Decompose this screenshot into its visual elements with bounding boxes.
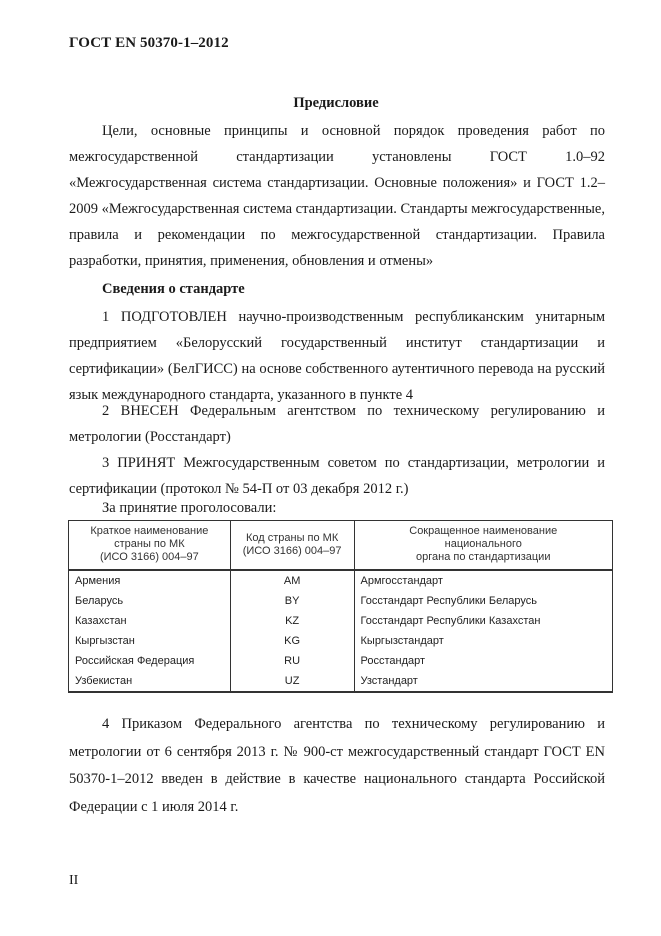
table-header-row [69, 521, 613, 571]
country-name: Армения [69, 570, 231, 591]
country-code: BY [230, 591, 354, 611]
standards-body: Кыргызстандарт [354, 631, 613, 651]
info-item-3: 3 ПРИНЯТ Межгосударственным советом по стандартизации, метрологии и сертификации (протокол № 54-П от 03 декабря 2012 г.) [69, 455, 605, 497]
standards-body: Госстандарт Республики Беларусь [354, 591, 613, 611]
standard-info-heading: Сведения о стандарте [102, 281, 245, 297]
table-row [69, 591, 613, 611]
country-name: Казахстан [69, 611, 231, 631]
header-standards-body: Сокращенное наименование национального органа по стандартизации [354, 521, 613, 571]
document-code-header: ГОСТ EN 50370-1–2012 [69, 35, 229, 51]
standards-body: Узстандарт [354, 671, 613, 692]
header-country-name: Краткое наименование страны по МК (ИСО 3166) 004–97 [69, 521, 231, 571]
country-code: RU [230, 651, 354, 671]
standards-body: Госстандарт Республики Казахстан [354, 611, 613, 631]
info-item-2: 2 ВНЕСЕН Федеральным агентством по техническому регулированию и метрологии (Росстандарт) [69, 403, 605, 445]
country-code: KG [230, 631, 354, 651]
standards-body: Росстандарт [354, 651, 613, 671]
standards-body: Армгосстандарт [354, 570, 613, 591]
vote-label: За принятие проголосовали: [102, 500, 277, 516]
country-name: Узбекистан [69, 671, 231, 692]
country-name: Кыргызстан [69, 631, 231, 651]
country-code: KZ [230, 611, 354, 631]
country-code: UZ [230, 671, 354, 692]
preface-intro-paragraph: Цели, основные принципы и основной порядок проведения работ по межгосударственной стандартизации установлены ГОСТ 1.0–92 «Межгосударственная система стандартизации. Основные положения» и ГОСТ 1.2–2009 «Межгосударственная система стандартизации. Стандарты межгосударственные, правила и рекомендации по межгосударственной стандартизации. Правила разработки, принятия, применения, обновления и отмены» [69, 123, 605, 269]
table-row [69, 651, 613, 671]
table-row [69, 671, 613, 692]
page-number: II [69, 873, 79, 888]
table-row [69, 611, 613, 631]
country-code: AM [230, 570, 354, 591]
info-item-4: 4 Приказом Федерального агентства по техническому регулированию и метрологии от 6 сентября 2013 г. № 900-ст межгосударственный стандарт ГОСТ EN 50370-1–2012 введен в действие в качестве национального стандарта Российской Федерации с 1 июля 2014 г. [69, 716, 605, 815]
table-row [69, 570, 613, 591]
preface-title: Предисловие [293, 95, 379, 111]
header-country-code: Код страны по МК (ИСО 3166) 004–97 [230, 521, 354, 571]
info-item-1: 1 ПОДГОТОВЛЕН научно-производственным республиканским унитарным предприятием «Белорусский государственный институт стандартизации и сертификации» (БелГИСС) на основе собственного аутентичного перевода на русский язык международного стандарта, указанного в пункте 4 [69, 309, 605, 403]
voting-states-table [68, 520, 613, 693]
table-row [69, 631, 613, 651]
country-name: Беларусь [69, 591, 231, 611]
country-name: Российская Федерация [69, 651, 231, 671]
